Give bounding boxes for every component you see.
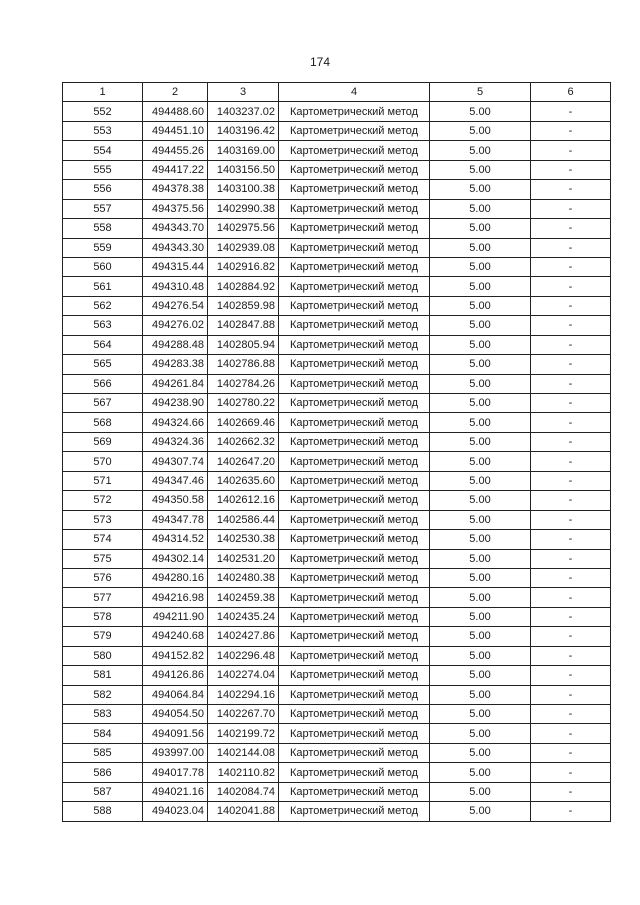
cell-note: - (531, 452, 611, 471)
table-row (63, 394, 611, 413)
cell-coordinate-x: 494240.68 (143, 627, 208, 646)
cell-coordinate-y: 1402662.32 (208, 432, 279, 451)
cell-coordinate-y: 1402884.92 (208, 277, 279, 296)
cell-coordinate-y: 1402859.98 (208, 296, 279, 315)
cell-coordinate-x: 494302.14 (143, 549, 208, 568)
table-row (63, 199, 611, 218)
cell-method: Картометрический метод (279, 724, 430, 743)
table-row (63, 121, 611, 140)
cell-accuracy: 5.00 (430, 627, 531, 646)
cell-note: - (531, 802, 611, 821)
cell-method: Картометрический метод (279, 374, 430, 393)
cell-accuracy: 5.00 (430, 374, 531, 393)
cell-coordinate-y: 1403237.02 (208, 102, 279, 121)
cell-point-number: 588 (63, 802, 143, 821)
cell-coordinate-y: 1402916.82 (208, 257, 279, 276)
header-col-6: 6 (531, 83, 611, 102)
cell-accuracy: 5.00 (430, 530, 531, 549)
cell-accuracy: 5.00 (430, 685, 531, 704)
cell-accuracy: 5.00 (430, 549, 531, 568)
cell-coordinate-y: 1402294.16 (208, 685, 279, 704)
cell-accuracy: 5.00 (430, 471, 531, 490)
cell-method: Картометрический метод (279, 432, 430, 451)
cell-coordinate-y: 1402647.20 (208, 452, 279, 471)
cell-note: - (531, 627, 611, 646)
cell-coordinate-x: 494276.54 (143, 296, 208, 315)
cell-point-number: 560 (63, 257, 143, 276)
cell-accuracy: 5.00 (430, 432, 531, 451)
cell-coordinate-x: 494451.10 (143, 121, 208, 140)
header-col-3: 3 (208, 83, 279, 102)
cell-point-number: 581 (63, 666, 143, 685)
cell-method: Картометрический метод (279, 219, 430, 238)
cell-coordinate-y: 1402459.38 (208, 588, 279, 607)
cell-note: - (531, 510, 611, 529)
cell-note: - (531, 724, 611, 743)
cell-note: - (531, 121, 611, 140)
cell-accuracy: 5.00 (430, 394, 531, 413)
table-row (63, 335, 611, 354)
cell-accuracy: 5.00 (430, 257, 531, 276)
cell-point-number: 561 (63, 277, 143, 296)
cell-note: - (531, 743, 611, 762)
cell-coordinate-y: 1402480.38 (208, 568, 279, 587)
table-row (63, 355, 611, 374)
cell-coordinate-x: 494152.82 (143, 646, 208, 665)
cell-coordinate-x: 494488.60 (143, 102, 208, 121)
cell-point-number: 562 (63, 296, 143, 315)
cell-note: - (531, 685, 611, 704)
cell-accuracy: 5.00 (430, 568, 531, 587)
cell-method: Картометрический метод (279, 257, 430, 276)
table-row (63, 588, 611, 607)
cell-coordinate-y: 1402786.88 (208, 355, 279, 374)
cell-point-number: 552 (63, 102, 143, 121)
cell-method: Картометрический метод (279, 646, 430, 665)
table-body (63, 102, 611, 821)
table-row (63, 646, 611, 665)
cell-coordinate-y: 1402199.72 (208, 724, 279, 743)
cell-note: - (531, 782, 611, 801)
cell-coordinate-x: 494350.58 (143, 491, 208, 510)
cell-coordinate-x: 494324.36 (143, 432, 208, 451)
cell-coordinate-y: 1402669.46 (208, 413, 279, 432)
cell-method: Картометрический метод (279, 627, 430, 646)
cell-coordinate-x: 494347.78 (143, 510, 208, 529)
cell-coordinate-x: 494288.48 (143, 335, 208, 354)
header-col-2: 2 (143, 83, 208, 102)
table-row (63, 374, 611, 393)
cell-accuracy: 5.00 (430, 782, 531, 801)
cell-accuracy: 5.00 (430, 452, 531, 471)
cell-accuracy: 5.00 (430, 588, 531, 607)
cell-accuracy: 5.00 (430, 180, 531, 199)
cell-point-number: 576 (63, 568, 143, 587)
cell-coordinate-y: 1402110.82 (208, 763, 279, 782)
cell-method: Картометрический метод (279, 491, 430, 510)
cell-point-number: 586 (63, 763, 143, 782)
table-row (63, 666, 611, 685)
table-row (63, 413, 611, 432)
cell-method: Картометрический метод (279, 510, 430, 529)
cell-accuracy: 5.00 (430, 219, 531, 238)
cell-coordinate-y: 1403100.38 (208, 180, 279, 199)
cell-note: - (531, 646, 611, 665)
cell-method: Картометрический метод (279, 355, 430, 374)
cell-method: Картометрический метод (279, 394, 430, 413)
cell-method: Картометрический метод (279, 530, 430, 549)
cell-coordinate-x: 494307.74 (143, 452, 208, 471)
table-row (63, 763, 611, 782)
table-row (63, 491, 611, 510)
cell-coordinate-x: 494417.22 (143, 160, 208, 179)
cell-note: - (531, 530, 611, 549)
cell-note: - (531, 296, 611, 315)
table-row (63, 510, 611, 529)
cell-point-number: 573 (63, 510, 143, 529)
cell-coordinate-y: 1402041.88 (208, 802, 279, 821)
cell-coordinate-y: 1402975.56 (208, 219, 279, 238)
cell-coordinate-y: 1403196.42 (208, 121, 279, 140)
cell-method: Картометрический метод (279, 588, 430, 607)
cell-point-number: 569 (63, 432, 143, 451)
cell-point-number: 570 (63, 452, 143, 471)
cell-accuracy: 5.00 (430, 510, 531, 529)
cell-method: Картометрический метод (279, 705, 430, 724)
cell-coordinate-y: 1402296.48 (208, 646, 279, 665)
cell-note: - (531, 607, 611, 626)
cell-coordinate-x: 494261.84 (143, 374, 208, 393)
cell-coordinate-x: 494378.38 (143, 180, 208, 199)
cell-coordinate-y: 1402267.70 (208, 705, 279, 724)
table-row (63, 180, 611, 199)
cell-coordinate-y: 1402939.08 (208, 238, 279, 257)
cell-coordinate-y: 1402784.26 (208, 374, 279, 393)
cell-method: Картометрический метод (279, 316, 430, 335)
cell-note: - (531, 257, 611, 276)
cell-accuracy: 5.00 (430, 724, 531, 743)
cell-point-number: 556 (63, 180, 143, 199)
cell-note: - (531, 102, 611, 121)
cell-coordinate-x: 494091.56 (143, 724, 208, 743)
cell-method: Картометрический метод (279, 335, 430, 354)
cell-point-number: 566 (63, 374, 143, 393)
cell-accuracy: 5.00 (430, 160, 531, 179)
table-row (63, 530, 611, 549)
table-row (63, 316, 611, 335)
cell-point-number: 567 (63, 394, 143, 413)
cell-point-number: 587 (63, 782, 143, 801)
cell-coordinate-x: 494343.70 (143, 219, 208, 238)
page-number: 174 (309, 55, 331, 69)
cell-note: - (531, 180, 611, 199)
cell-note: - (531, 413, 611, 432)
table-row (63, 782, 611, 801)
cell-method: Картометрический метод (279, 277, 430, 296)
cell-accuracy: 5.00 (430, 705, 531, 724)
table-row (63, 705, 611, 724)
cell-point-number: 554 (63, 141, 143, 160)
cell-coordinate-x: 494216.98 (143, 588, 208, 607)
cell-note: - (531, 160, 611, 179)
table-row (63, 102, 611, 121)
cell-note: - (531, 705, 611, 724)
cell-note: - (531, 219, 611, 238)
cell-point-number: 568 (63, 413, 143, 432)
cell-point-number: 585 (63, 743, 143, 762)
cell-coordinate-x: 494375.56 (143, 199, 208, 218)
cell-coordinate-y: 1402531.20 (208, 549, 279, 568)
cell-accuracy: 5.00 (430, 355, 531, 374)
cell-accuracy: 5.00 (430, 296, 531, 315)
cell-coordinate-x: 494283.38 (143, 355, 208, 374)
cell-coordinate-y: 1403156.50 (208, 160, 279, 179)
cell-note: - (531, 588, 611, 607)
cell-coordinate-x: 494455.26 (143, 141, 208, 160)
cell-point-number: 557 (63, 199, 143, 218)
cell-coordinate-x: 494017.78 (143, 763, 208, 782)
cell-method: Картометрический метод (279, 666, 430, 685)
cell-coordinate-x: 494315.44 (143, 257, 208, 276)
cell-coordinate-y: 1403169.00 (208, 141, 279, 160)
cell-note: - (531, 666, 611, 685)
cell-method: Картометрический метод (279, 471, 430, 490)
cell-coordinate-y: 1402612.16 (208, 491, 279, 510)
header-col-5: 5 (430, 83, 531, 102)
cell-coordinate-y: 1402635.60 (208, 471, 279, 490)
cell-point-number: 571 (63, 471, 143, 490)
cell-note: - (531, 471, 611, 490)
header-col-4: 4 (279, 83, 430, 102)
cell-method: Картометрический метод (279, 141, 430, 160)
table-row (63, 607, 611, 626)
cell-method: Картометрический метод (279, 296, 430, 315)
cell-point-number: 584 (63, 724, 143, 743)
cell-accuracy: 5.00 (430, 277, 531, 296)
cell-point-number: 553 (63, 121, 143, 140)
cell-coordinate-x: 494023.04 (143, 802, 208, 821)
cell-point-number: 582 (63, 685, 143, 704)
cell-accuracy: 5.00 (430, 102, 531, 121)
header-col-1: 1 (63, 83, 143, 102)
cell-note: - (531, 491, 611, 510)
table-row (63, 549, 611, 568)
cell-accuracy: 5.00 (430, 121, 531, 140)
cell-coordinate-y: 1402427.86 (208, 627, 279, 646)
cell-note: - (531, 141, 611, 160)
cell-accuracy: 5.00 (430, 607, 531, 626)
cell-method: Картометрический метод (279, 568, 430, 587)
cell-method: Картометрический метод (279, 180, 430, 199)
cell-accuracy: 5.00 (430, 743, 531, 762)
table-row (63, 568, 611, 587)
coordinates-table (62, 82, 611, 822)
table-row (63, 296, 611, 315)
table-row (63, 238, 611, 257)
cell-note: - (531, 335, 611, 354)
cell-note: - (531, 355, 611, 374)
cell-point-number: 565 (63, 355, 143, 374)
cell-note: - (531, 374, 611, 393)
table-row (63, 627, 611, 646)
table-row (63, 802, 611, 821)
cell-coordinate-y: 1402144.08 (208, 743, 279, 762)
cell-point-number: 583 (63, 705, 143, 724)
cell-coordinate-x: 494347.46 (143, 471, 208, 490)
cell-point-number: 580 (63, 646, 143, 665)
table-row (63, 685, 611, 704)
cell-note: - (531, 277, 611, 296)
cell-point-number: 578 (63, 607, 143, 626)
cell-coordinate-x: 493997.00 (143, 743, 208, 762)
cell-note: - (531, 316, 611, 335)
cell-accuracy: 5.00 (430, 199, 531, 218)
table-row (63, 471, 611, 490)
cell-note: - (531, 394, 611, 413)
cell-accuracy: 5.00 (430, 646, 531, 665)
cell-point-number: 575 (63, 549, 143, 568)
cell-method: Картометрический метод (279, 549, 430, 568)
cell-method: Картометрический метод (279, 685, 430, 704)
cell-note: - (531, 549, 611, 568)
table-header-row (63, 83, 611, 102)
cell-method: Картометрический метод (279, 238, 430, 257)
cell-note: - (531, 199, 611, 218)
cell-coordinate-x: 494310.48 (143, 277, 208, 296)
cell-accuracy: 5.00 (430, 491, 531, 510)
cell-accuracy: 5.00 (430, 413, 531, 432)
cell-coordinate-x: 494021.16 (143, 782, 208, 801)
cell-coordinate-x: 494064.84 (143, 685, 208, 704)
cell-point-number: 572 (63, 491, 143, 510)
cell-coordinate-x: 494280.16 (143, 568, 208, 587)
cell-point-number: 574 (63, 530, 143, 549)
table-row (63, 277, 611, 296)
cell-method: Картометрический метод (279, 199, 430, 218)
cell-note: - (531, 432, 611, 451)
cell-accuracy: 5.00 (430, 316, 531, 335)
cell-coordinate-x: 494276.02 (143, 316, 208, 335)
table-row (63, 160, 611, 179)
cell-accuracy: 5.00 (430, 763, 531, 782)
cell-note: - (531, 568, 611, 587)
cell-method: Картометрический метод (279, 802, 430, 821)
cell-coordinate-y: 1402274.04 (208, 666, 279, 685)
cell-method: Картометрический метод (279, 607, 430, 626)
cell-coordinate-x: 494054.50 (143, 705, 208, 724)
cell-accuracy: 5.00 (430, 238, 531, 257)
cell-coordinate-x: 494126.86 (143, 666, 208, 685)
cell-method: Картометрический метод (279, 121, 430, 140)
cell-coordinate-x: 494238.90 (143, 394, 208, 413)
cell-accuracy: 5.00 (430, 802, 531, 821)
cell-accuracy: 5.00 (430, 335, 531, 354)
cell-coordinate-y: 1402084.74 (208, 782, 279, 801)
cell-method: Картометрический метод (279, 413, 430, 432)
cell-note: - (531, 238, 611, 257)
cell-point-number: 555 (63, 160, 143, 179)
table-row (63, 452, 611, 471)
cell-coordinate-x: 494314.52 (143, 530, 208, 549)
cell-note: - (531, 763, 611, 782)
cell-coordinate-y: 1402586.44 (208, 510, 279, 529)
cell-coordinate-y: 1402530.38 (208, 530, 279, 549)
cell-coordinate-y: 1402805.94 (208, 335, 279, 354)
cell-coordinate-y: 1402780.22 (208, 394, 279, 413)
table-row (63, 141, 611, 160)
cell-method: Картометрический метод (279, 763, 430, 782)
cell-accuracy: 5.00 (430, 666, 531, 685)
cell-coordinate-x: 494211.90 (143, 607, 208, 626)
table-row (63, 724, 611, 743)
cell-coordinate-y: 1402990.38 (208, 199, 279, 218)
cell-point-number: 563 (63, 316, 143, 335)
cell-coordinate-x: 494343.30 (143, 238, 208, 257)
cell-method: Картометрический метод (279, 452, 430, 471)
cell-accuracy: 5.00 (430, 141, 531, 160)
cell-point-number: 558 (63, 219, 143, 238)
cell-coordinate-y: 1402847.88 (208, 316, 279, 335)
table-row (63, 219, 611, 238)
table-row (63, 432, 611, 451)
cell-point-number: 559 (63, 238, 143, 257)
cell-method: Картометрический метод (279, 102, 430, 121)
cell-point-number: 577 (63, 588, 143, 607)
table-row (63, 257, 611, 276)
cell-method: Картометрический метод (279, 743, 430, 762)
cell-method: Картометрический метод (279, 160, 430, 179)
table-row (63, 743, 611, 762)
cell-method: Картометрический метод (279, 782, 430, 801)
cell-coordinate-x: 494324.66 (143, 413, 208, 432)
cell-coordinate-y: 1402435.24 (208, 607, 279, 626)
cell-point-number: 579 (63, 627, 143, 646)
cell-point-number: 564 (63, 335, 143, 354)
